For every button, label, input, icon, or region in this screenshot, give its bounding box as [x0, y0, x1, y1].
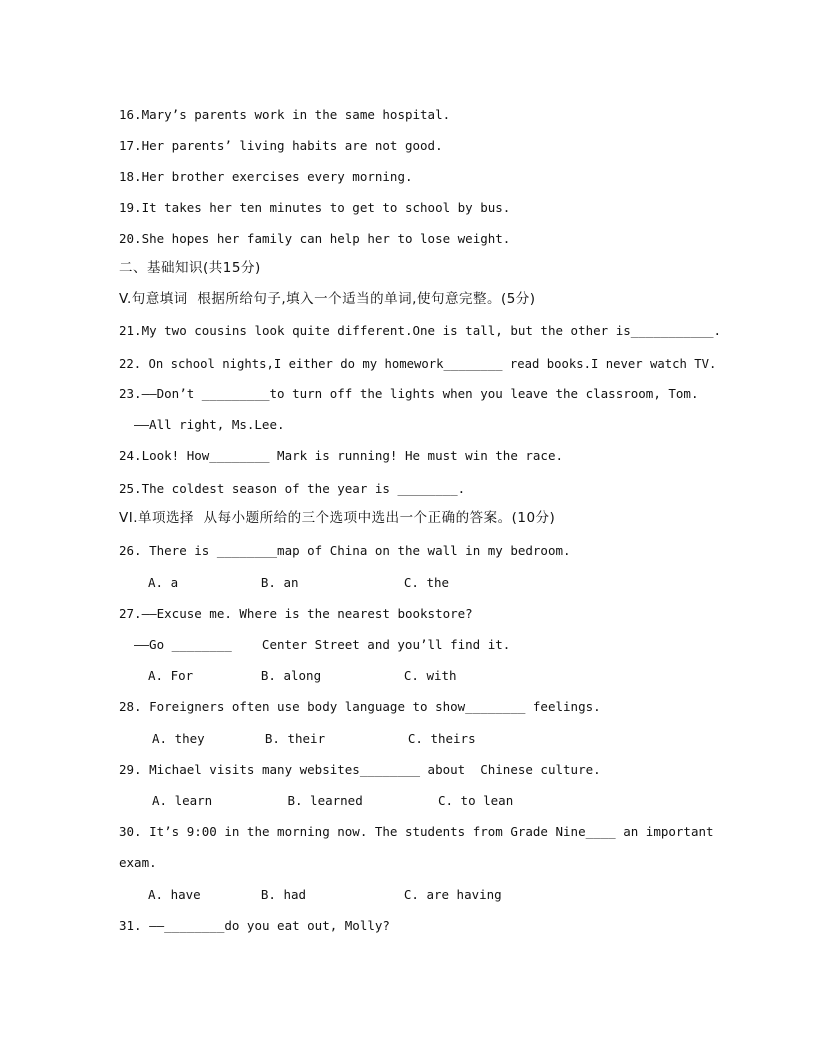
- question-23-line-2: ——All right, Ms.Lee.: [134, 417, 285, 432]
- question-30-options: A. have B. had C. are having: [148, 887, 502, 902]
- question-28: 28. Foreigners often use body language to show________ feelings.: [119, 699, 601, 714]
- question-29-options: A. learn B. learned C. to lean: [152, 793, 514, 808]
- question-31: 31. ——________do you eat out, Molly?: [119, 918, 390, 933]
- question-24: 24.Look! How________ Mark is running! He must win the race.: [119, 448, 564, 463]
- question-22: 22. On school nights,I either do my homework________ read books.I never watch TV.: [119, 357, 717, 371]
- statement-20: 20.She hopes her family can help her to lose weight.: [119, 231, 511, 246]
- question-21: 21.My two cousins look quite different.One is tall, but the other is___________.: [119, 323, 722, 338]
- question-30-line-1: 30. It’s 9:00 in the morning now. The students from Grade Nine____ an important: [119, 824, 714, 839]
- section-heading-multiple-choice: VI.单项选择 从每小题所给的三个选项中选出一个正确的答案。(10分): [119, 510, 556, 526]
- statement-18: 18.Her brother exercises every morning.: [119, 169, 413, 184]
- section-heading-fill-in-words: V.句意填词 根据所给句子,填入一个适当的单词,使句意完整。(5分): [119, 291, 536, 307]
- section-heading-basic-knowledge: 二、基础知识(共15分): [119, 260, 261, 276]
- question-23-line-1: 23.——Don’t _________to turn off the lights when you leave the classroom, Tom.: [119, 386, 699, 401]
- question-29: 29. Michael visits many websites________ about Chinese culture.: [119, 762, 601, 777]
- question-30-line-2: exam.: [119, 855, 157, 870]
- statement-16: 16.Mary’s parents work in the same hospital.: [119, 107, 451, 122]
- question-28-options: A. they B. their C. theirs: [152, 731, 476, 746]
- statement-19: 19.It takes her ten minutes to get to school by bus.: [119, 200, 511, 215]
- question-27-options: A. For B. along C. with: [148, 668, 457, 683]
- question-27-line-1: 27.——Excuse me. Where is the nearest bookstore?: [119, 606, 473, 621]
- question-26: 26. There is ________map of China on the wall in my bedroom.: [119, 543, 571, 558]
- statement-17: 17.Her parents’ living habits are not good.: [119, 138, 443, 153]
- question-27-line-2: ——Go ________ Center Street and you’ll find it.: [134, 637, 511, 652]
- question-26-options: A. a B. an C. the: [148, 575, 450, 590]
- question-25: 25.The coldest season of the year is ________.: [119, 481, 466, 496]
